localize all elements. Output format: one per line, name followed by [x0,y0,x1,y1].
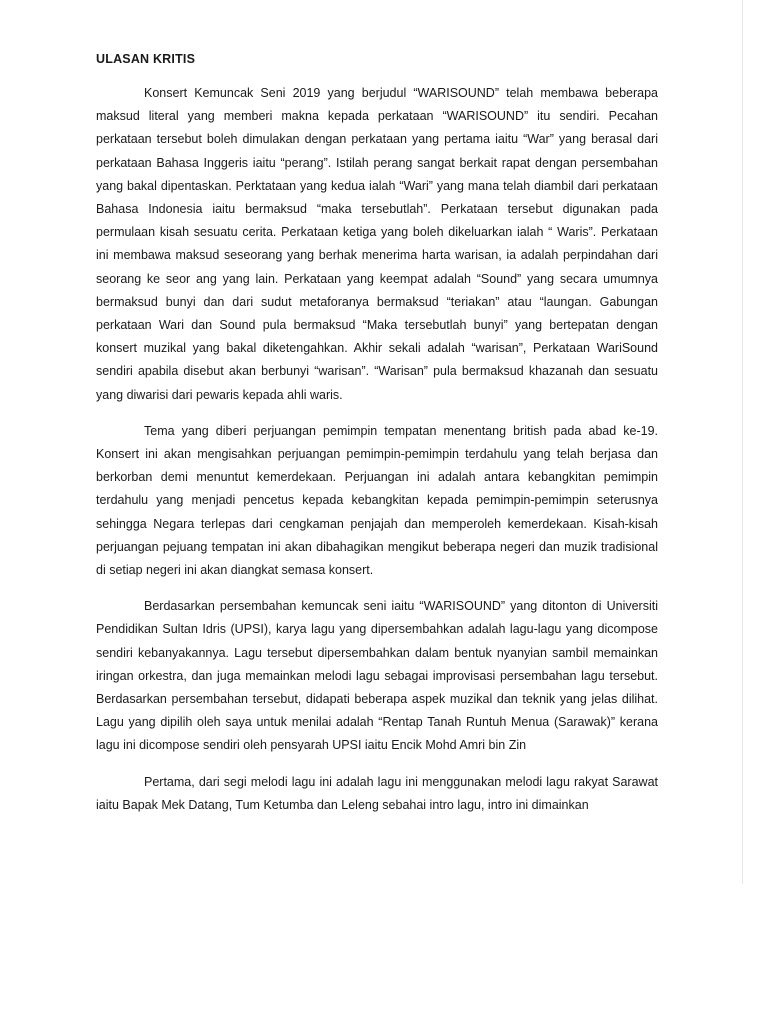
paragraph-2: Tema yang diberi perjuangan pemimpin tempatan menentang british pada abad ke-19. Konsert ini akan mengisahkan perjuangan pemimpin-pemimpin terdahulu yang telah berjasa dan berkorban demi menuntut kemerdekaan. Perjuangan ini adalah antara kebangkitan pemimpin terdahulu yang menjadi pencetus kepada kebangkitan kepada pemimpin-pemimpin seterusnya sehingga Negara terlepas dari cengkaman penjajah dan memperoleh kemerdekaan. Kisah-kisah perjuangan pejuang tempatan ini akan dibahagikan mengikut beberapa negeri dan muzik tradisional di setiap negeri ini akan diangkat semasa konsert. [96,423,658,578]
paragraph-1: Konsert Kemuncak Seni 2019 yang berjudul “WARISOUND” telah membawa beberapa maksud literal yang memberi makna kepada perkataan “WARISOUND” itu sendiri. Pecahan perkataan tersebut boleh dimulakan dengan perkataan yang pertama iaitu “War” yang berasal dari perkataan Bahasa Inggeris iaitu “perang”. Istilah perang sangat berkait rapat dengan persembahan yang bakal dipentaskan. Perktataan yang kedua ialah “Wari” yang mana telah diambil dari perkataan Bahasa Indonesia iaitu bermaksud “maka tersebutlah”. Perkataan tersebut digunakan pada permulaan kisah sesuatu cerita. Perkataan ketiga yang boleh dikeluarkan ialah “ Waris”. Perkataan ini membawa maksud seseorang yang berhak menerima harta warisan, ia adalah perpindahan dari seorang ke seor ang yang lain. Perkataan yang keempat adalah “Sound” yang secara umumnya bermaksud bunyi dan dari sudut metaforanya bermaksud “teriakan” atau “laungan. Gabungan perkataan Wari dan Sound pula bermaksud “Maka tersebutlah bunyi” yang bertepatan dengan konsert muzikal yang bakal diketengahkan. Akhir sekali adalah “warisan”, Perkataan WariSound sendiri apabila disebut akan berbunyi “warisan”. “Warisan” pula bermaksud khazanah dan sesuatu yang diwarisi dari pewaris kepada ahli waris. [96,86,658,402]
document-body [96,50,658,830]
paragraph-4: Pertama, dari segi melodi lagu ini adalah lagu ini menggunakan melodi lagu rakyat Sarawat iaitu Bapak Mek Datang, Tum Ketumba dan Leleng sebahai intro lagu, intro ini dimainkan [96,774,658,812]
paragraph-3: Berdasarkan persembahan kemuncak seni iaitu “WARISOUND” yang ditonton di Universiti Pendidikan Sultan Idris (UPSI), karya lagu yang dipersembahkan adalah lagu-lagu yang dicompose sendiri kebanyakannya. Lagu tersebut dipersembahkan dalam bentuk nyanyian sambil memainkan iringan orkestra, dan juga memainkan melodi lagu sebagai improvisasi persembahan lagu tersebut. Berdasarkan persembahan tersebut, didapati beberapa aspek muzikal dan teknik yang jelas dilihat. Lagu yang dipilih oleh saya untuk menilai adalah “Rentap Tanah Runtuh Menua (Sarawak)” kerana lagu ini dicompose sendiri oleh pensyarah UPSI iaitu Encik Mohd Amri bin Zin [96,599,658,753]
document-heading: ULASAN KRITIS [96,52,196,66]
